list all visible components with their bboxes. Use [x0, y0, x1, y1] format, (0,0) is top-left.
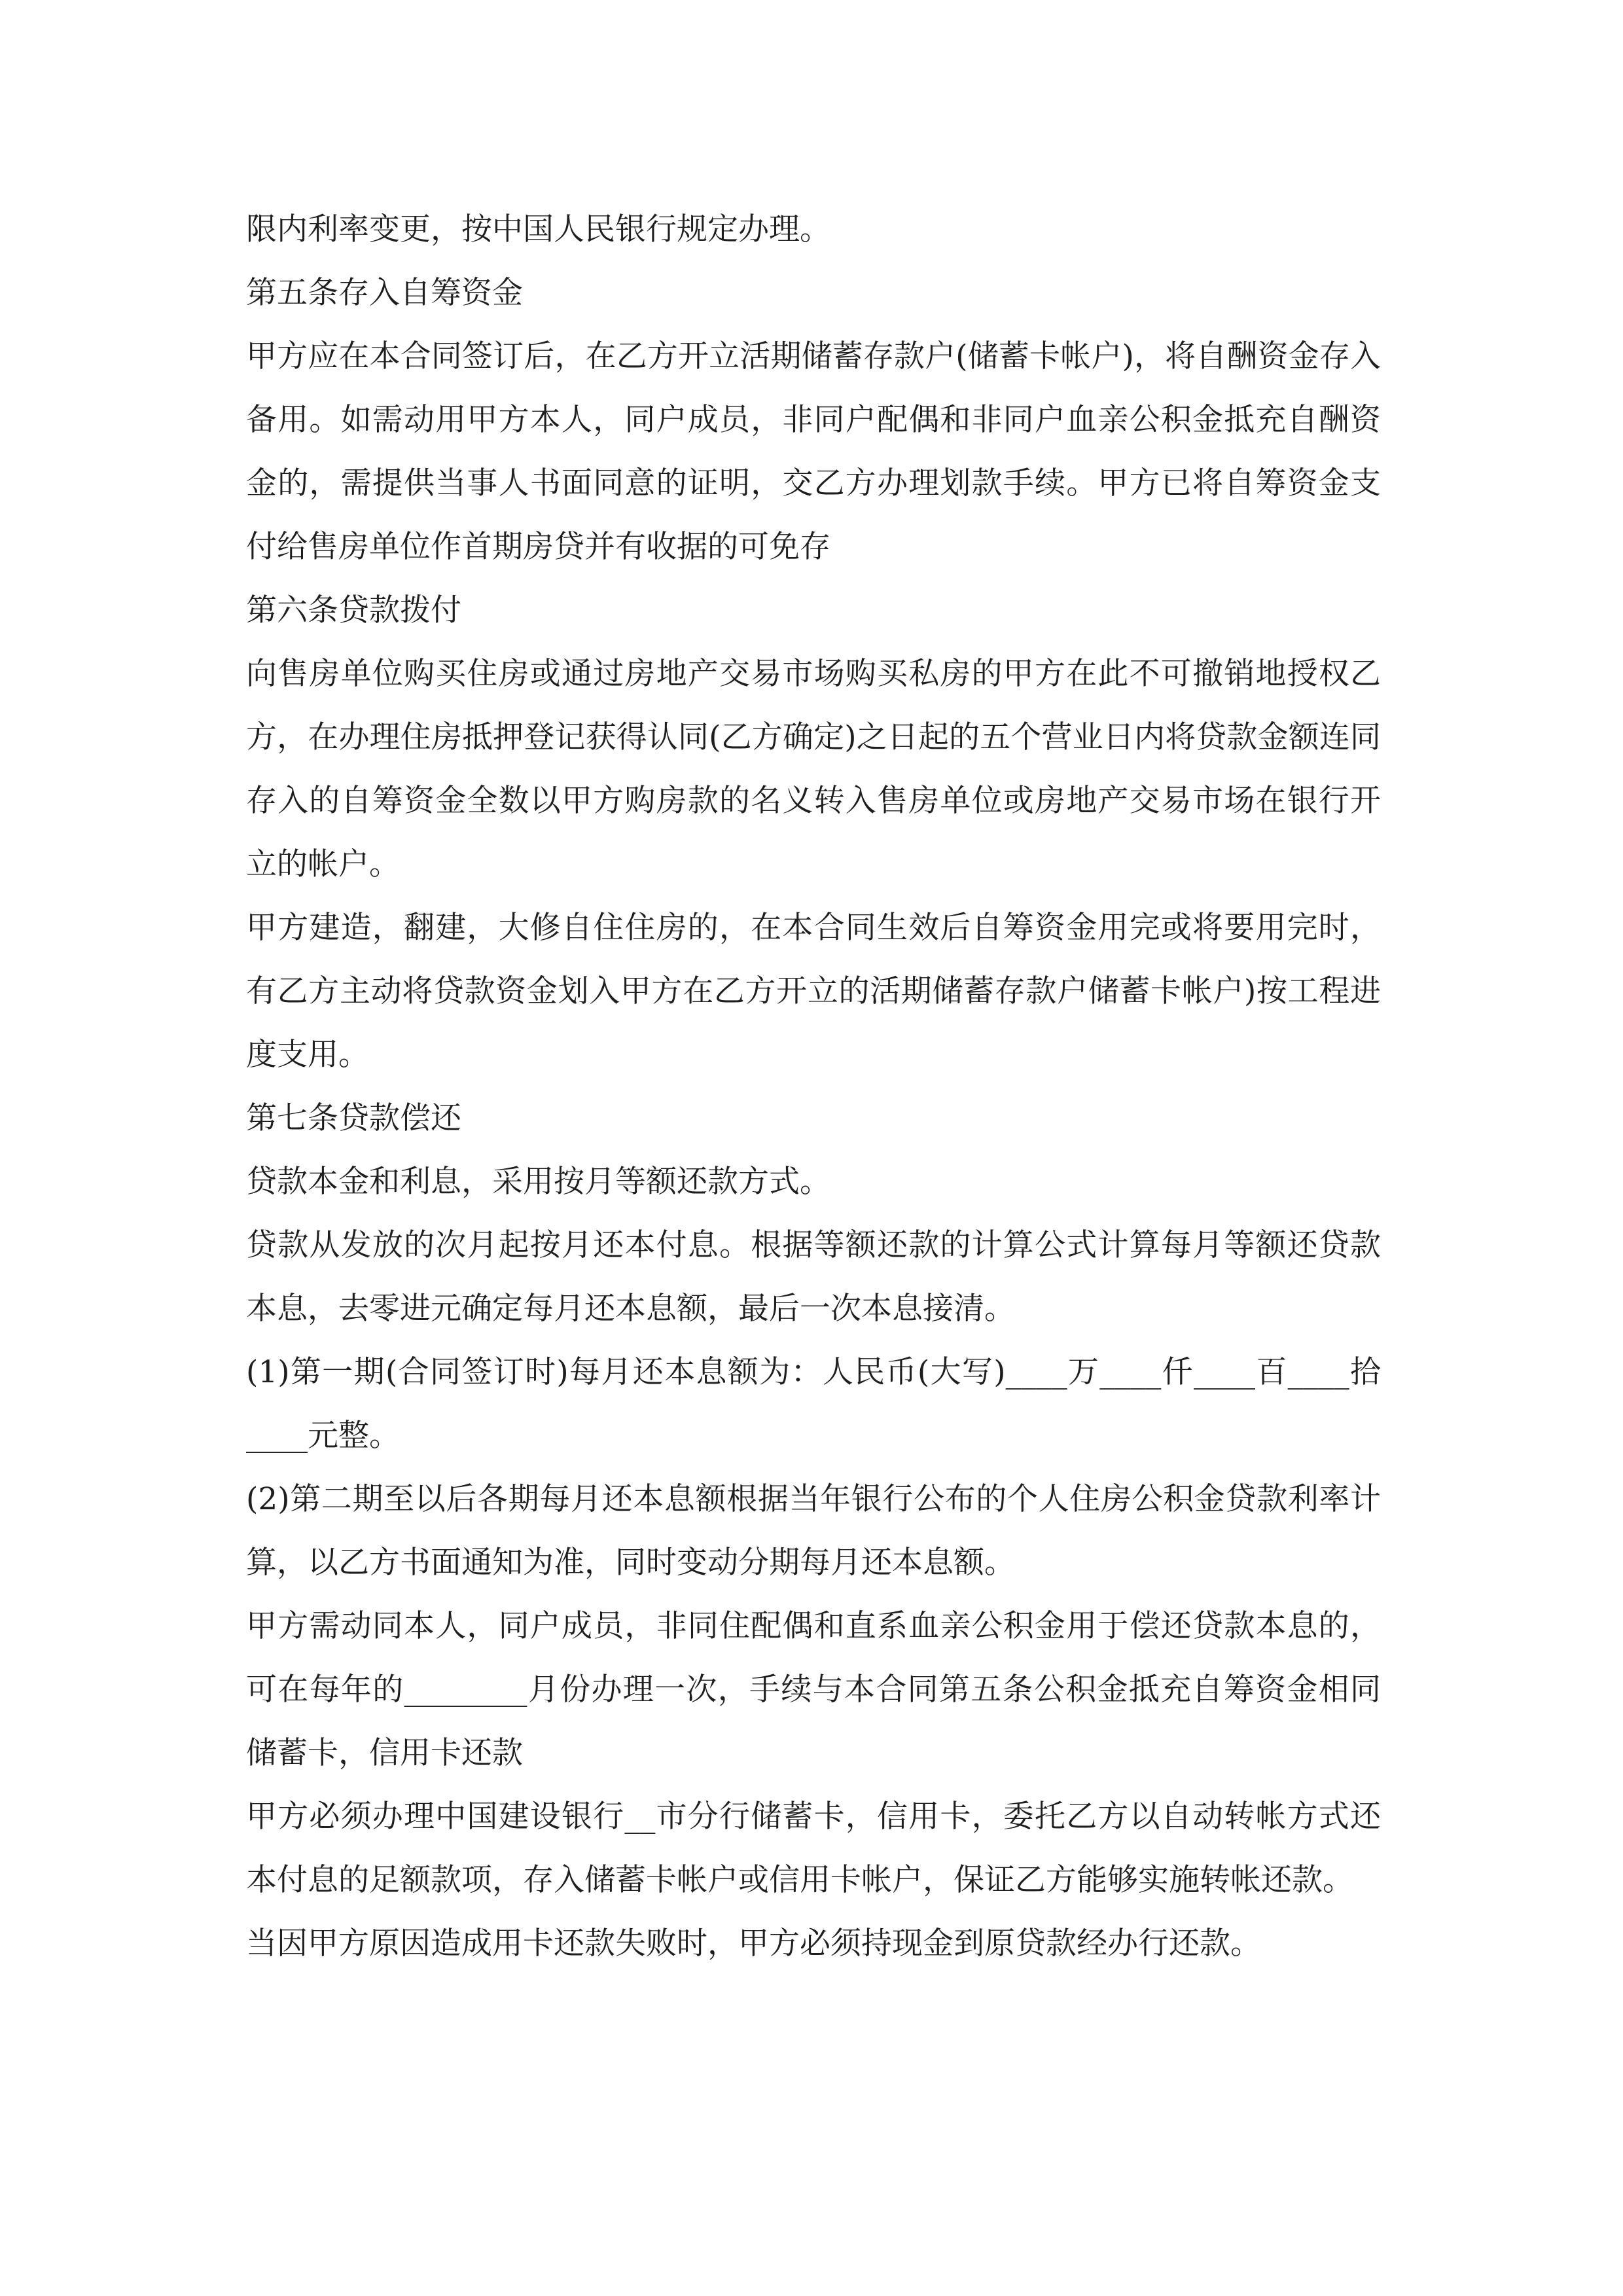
paragraph-loan-disbursement-construction: 甲方建造，翻建，大修自住住房的，在本合同生效后自筹资金用完或将要用完时，有乙方主动将贷款资金划入甲方在乙方开立的活期储蓄存款户储蓄卡帐户)按工程进度支用。	[246, 910, 1381, 1073]
paragraph-first-period-amount: (1)第一期(合同签订时)每月还本息额为：人民币(大写)____万____仟____百____拾____元整。	[246, 1354, 1381, 1454]
heading-article-6: 第六条贷款拨付	[246, 592, 461, 628]
paragraph-repayment-method: 贷款本金和利息，采用按月等额还款方式。	[246, 1164, 830, 1200]
paragraph-repayment-failure: 当因甲方原因造成用卡还款失败时，甲方必须持现金到原贷款经办行还款。	[246, 1926, 1261, 1962]
paragraph-interest-rate-change: 限内利率变更，按中国人民银行规定办理。	[246, 211, 830, 247]
paragraph-later-periods-amount: (2)第二期至以后各期每月还本息额根据当年银行公布的个人住房公积金贷款利率计算，以乙方书面通知为准，同时变动分期每月还本息额。	[246, 1481, 1381, 1581]
paragraph-card-repayment: 甲方必须办理中国建设银行__市分行储蓄卡，信用卡，委托乙方以自动转帐方式还本付息的足额款项，存入储蓄卡帐户或信用卡帐户，保证乙方能够实施转帐还款。	[246, 1799, 1381, 1898]
paragraph-self-funds-deposit: 甲方应在本合同签订后，在乙方开立活期储蓄存款户(储蓄卡帐户)，将自酬资金存入备用。如需动用甲方本人，同户成员，非同户配偶和非同户血亲公积金抵充自酬资金的，需提供当事人书面同意的证明，交乙方办理划款手续。甲方已将自筹资金支付给售房单位作首期房贷并有收据的可免存	[246, 338, 1381, 565]
heading-article-5: 第五条存入自筹资金	[246, 275, 523, 311]
document-body	[246, 198, 1381, 1975]
paragraph-loan-disbursement-purchase: 向售房单位购买住房或通过房地产交易市场购买私房的甲方在此不可撤销地授权乙方，在办理住房抵押登记获得认同(乙方确定)之日起的五个营业日内将贷款金额连同存入的自筹资金全数以甲方购房款的名义转入售房单位或房地产交易市场在银行开立的帐户。	[246, 656, 1381, 882]
heading-article-7: 第七条贷款偿还	[246, 1100, 461, 1136]
paragraph-repayment-schedule: 贷款从发放的次月起按月还本付息。根据等额还款的计算公式计算每月等额还贷款本息，去零进元确定每月还本息额，最后一次本息接清。	[246, 1227, 1381, 1327]
paragraph-provident-fund-repayment: 甲方需动同本人，同户成员，非同住配偶和直系血亲公积金用于偿还贷款本息的，可在每年的________月份办理一次，手续与本合同第五条公积金抵充自筹资金相同储蓄卡，信用卡还款	[246, 1608, 1381, 1771]
